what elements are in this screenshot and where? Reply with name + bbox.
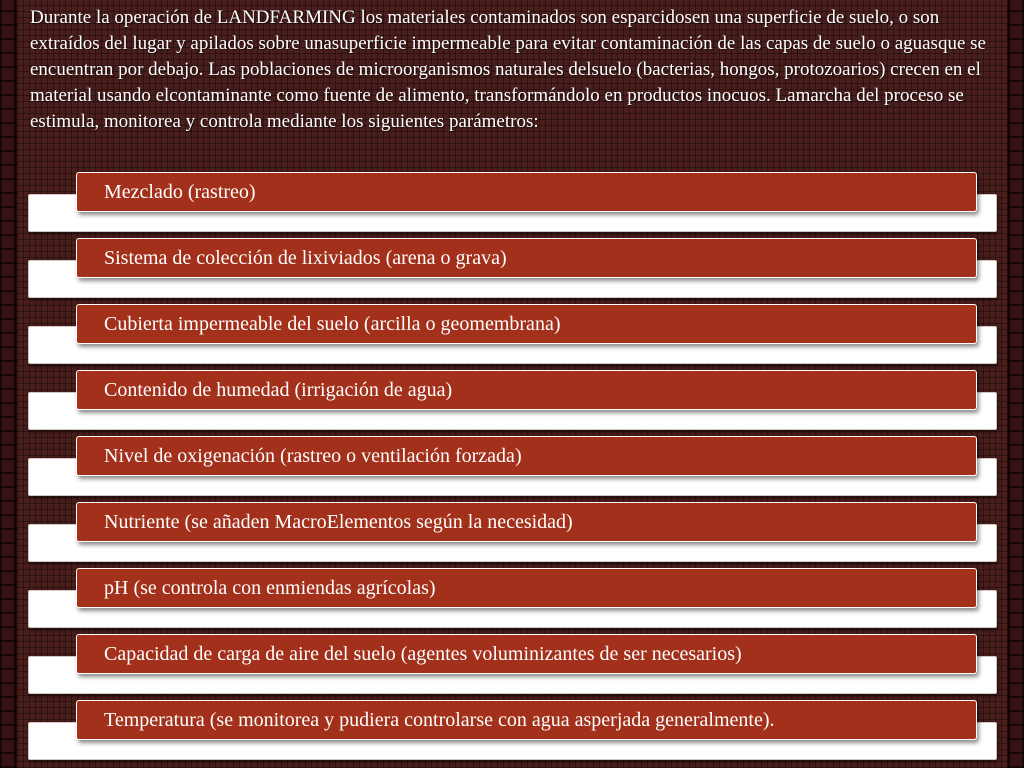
parameter-item [0, 502, 1024, 570]
parameter-label: Mezclado (rastreo) [104, 181, 256, 203]
parameter-label: Cubierta impermeable del suelo (arcilla o geomembrana) [104, 313, 561, 335]
parameter-item [0, 172, 1024, 240]
parameter-label: Capacidad de carga de aire del suelo (agentes voluminizantes de ser necesarios) [104, 643, 742, 665]
parameter-label: Sistema de colección de lixiviados (arena o grava) [104, 247, 507, 269]
parameter-label: Nivel de oxigenación (rastreo o ventilación forzada) [104, 445, 522, 467]
parameter-label: Temperatura (se monitorea y pudiera controlarse con agua asperjada generalmente). [104, 709, 775, 731]
parameter-label: Nutriente (se añaden MacroElementos según la necesidad) [104, 511, 573, 533]
intro-paragraph: Durante la operación de LANDFARMING los materiales contaminados son esparcidosen una superficie de suelo, o son extraídos del lugar y apilados sobre unasuperficie impermeable para evitar contaminación de las capas de suelo o aguasque se encuentran por debajo. Las poblaciones de microorganismos naturales delsuelo (bacterias, hongos, protozoarios) crecen en el material usando elcontaminante como fuente de alimento, transformándolo en productos inocuos. Lamarcha del proceso se estimula, monitorea y controla mediante los siguientes parámetros: [30, 7, 986, 132]
parameter-item [0, 238, 1024, 306]
parameter-item [0, 634, 1024, 702]
parameter-item [0, 304, 1024, 372]
parameter-item [0, 568, 1024, 636]
parameter-item [0, 700, 1024, 768]
parameter-label: Contenido de humedad (irrigación de agua) [104, 379, 453, 401]
parameter-label: pH (se controla con enmiendas agrícolas) [104, 577, 436, 599]
parameter-item [0, 370, 1024, 438]
parameter-item [0, 436, 1024, 504]
